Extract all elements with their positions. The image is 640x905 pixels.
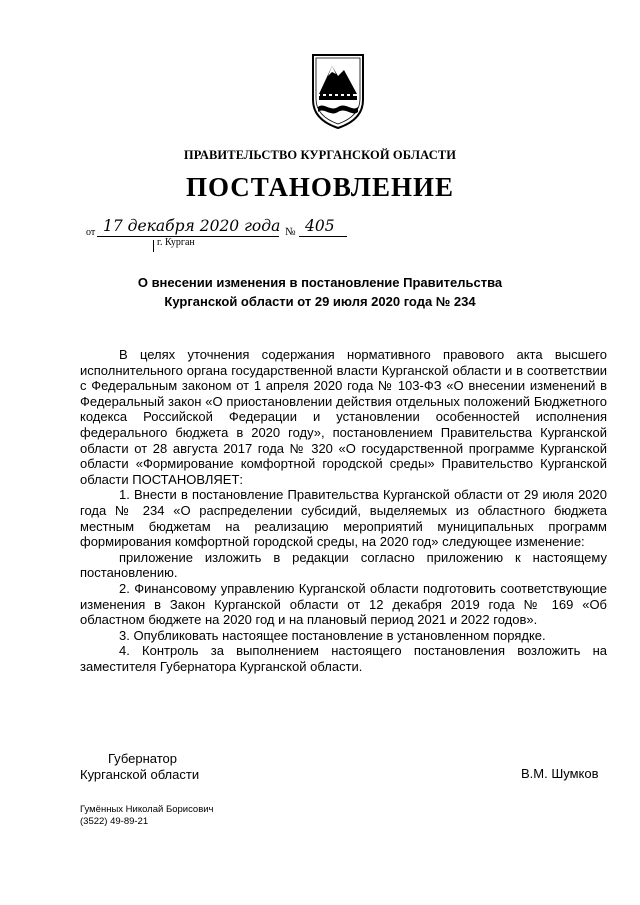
signatory-role xyxy=(80,751,199,782)
document-body xyxy=(80,347,607,674)
paragraph-preamble: В целях уточнения содержания нормативного правового акта высшего исполнительного органа государственной власти Курганской области и в соответствии с Федеральным законом от 1 апреля 2020 года № 103-ФЗ «О внесении изменений в Федеральный закон «О приостановлении действия отдельных положений Бюджетного кодекса Российской Федерации и установлении особенностей исполнения федерального бюджета в 2020 году», постановлением Правительства Курганской области от 28 августа 2017 года № 320 «О государственной программе Курганской области «Формирование комфортной городской среды» Правительство Курганской области ПОСТАНОВЛЯЕТ: xyxy=(80,347,607,487)
city-label: г. Курган xyxy=(157,237,195,248)
government-header: ПРАВИТЕЛЬСТВО КУРГАНСКОЙ ОБЛАСТИ xyxy=(183,148,457,162)
executor-phone: (3522) 49-89-21 xyxy=(80,816,149,827)
signatory-role-line-2: Курганской области xyxy=(80,766,200,782)
signatory-role-line-1: Губернатор xyxy=(108,751,177,766)
paragraph-item-1-detail: приложение изложить в редакции согласно приложению к настоящему постановлению. xyxy=(80,549,607,581)
executor-name: Гумённых Николай Борисович xyxy=(80,804,214,815)
paragraph-item-4: 4. Контроль за выполнением настоящего постановления возложить на заместителя Губернатора Курганской области. xyxy=(80,643,607,674)
paragraph-item-2: 2. Финансовому управлению Курганской области подготовить соответствующие изменения в Закон Курганской области от 12 декабря 2019 года № 169 «Об областном бюджете на 2020 год и на плановый период 2021 и 2022 годов». xyxy=(80,580,607,628)
document-subject xyxy=(80,273,560,311)
paragraph-item-1: 1. Внести в постановление Правительства Курганской области от 29 июля 2020 года № 234 «О распределении субсидий, выделяемых из областного бюджета местным бюджетам на реализацию мероприятий муниципальных программ формирования комфортной городской среды, на 2020 год» следующее изменение: xyxy=(80,487,607,550)
number-underline xyxy=(299,236,347,237)
date-from-label: от xyxy=(86,227,96,238)
handwritten-number: 405 xyxy=(305,217,335,235)
paragraph-item-3: 3. Опубликовать настоящее постановление в установленном порядке. xyxy=(119,627,546,643)
document-title: ПОСТАНОВЛЕНИЕ xyxy=(185,172,455,202)
handwritten-date: 17 декабря 2020 года xyxy=(103,217,281,235)
signatory-name: В.М. Шумков xyxy=(521,766,599,781)
coat-of-arms-icon xyxy=(310,52,366,130)
number-label: № xyxy=(285,226,296,238)
subject-line-2: Курганской области от 29 июля 2020 года № 234 xyxy=(164,294,476,309)
subject-line-1: О внесении изменения в постановление Правительства xyxy=(137,275,503,290)
